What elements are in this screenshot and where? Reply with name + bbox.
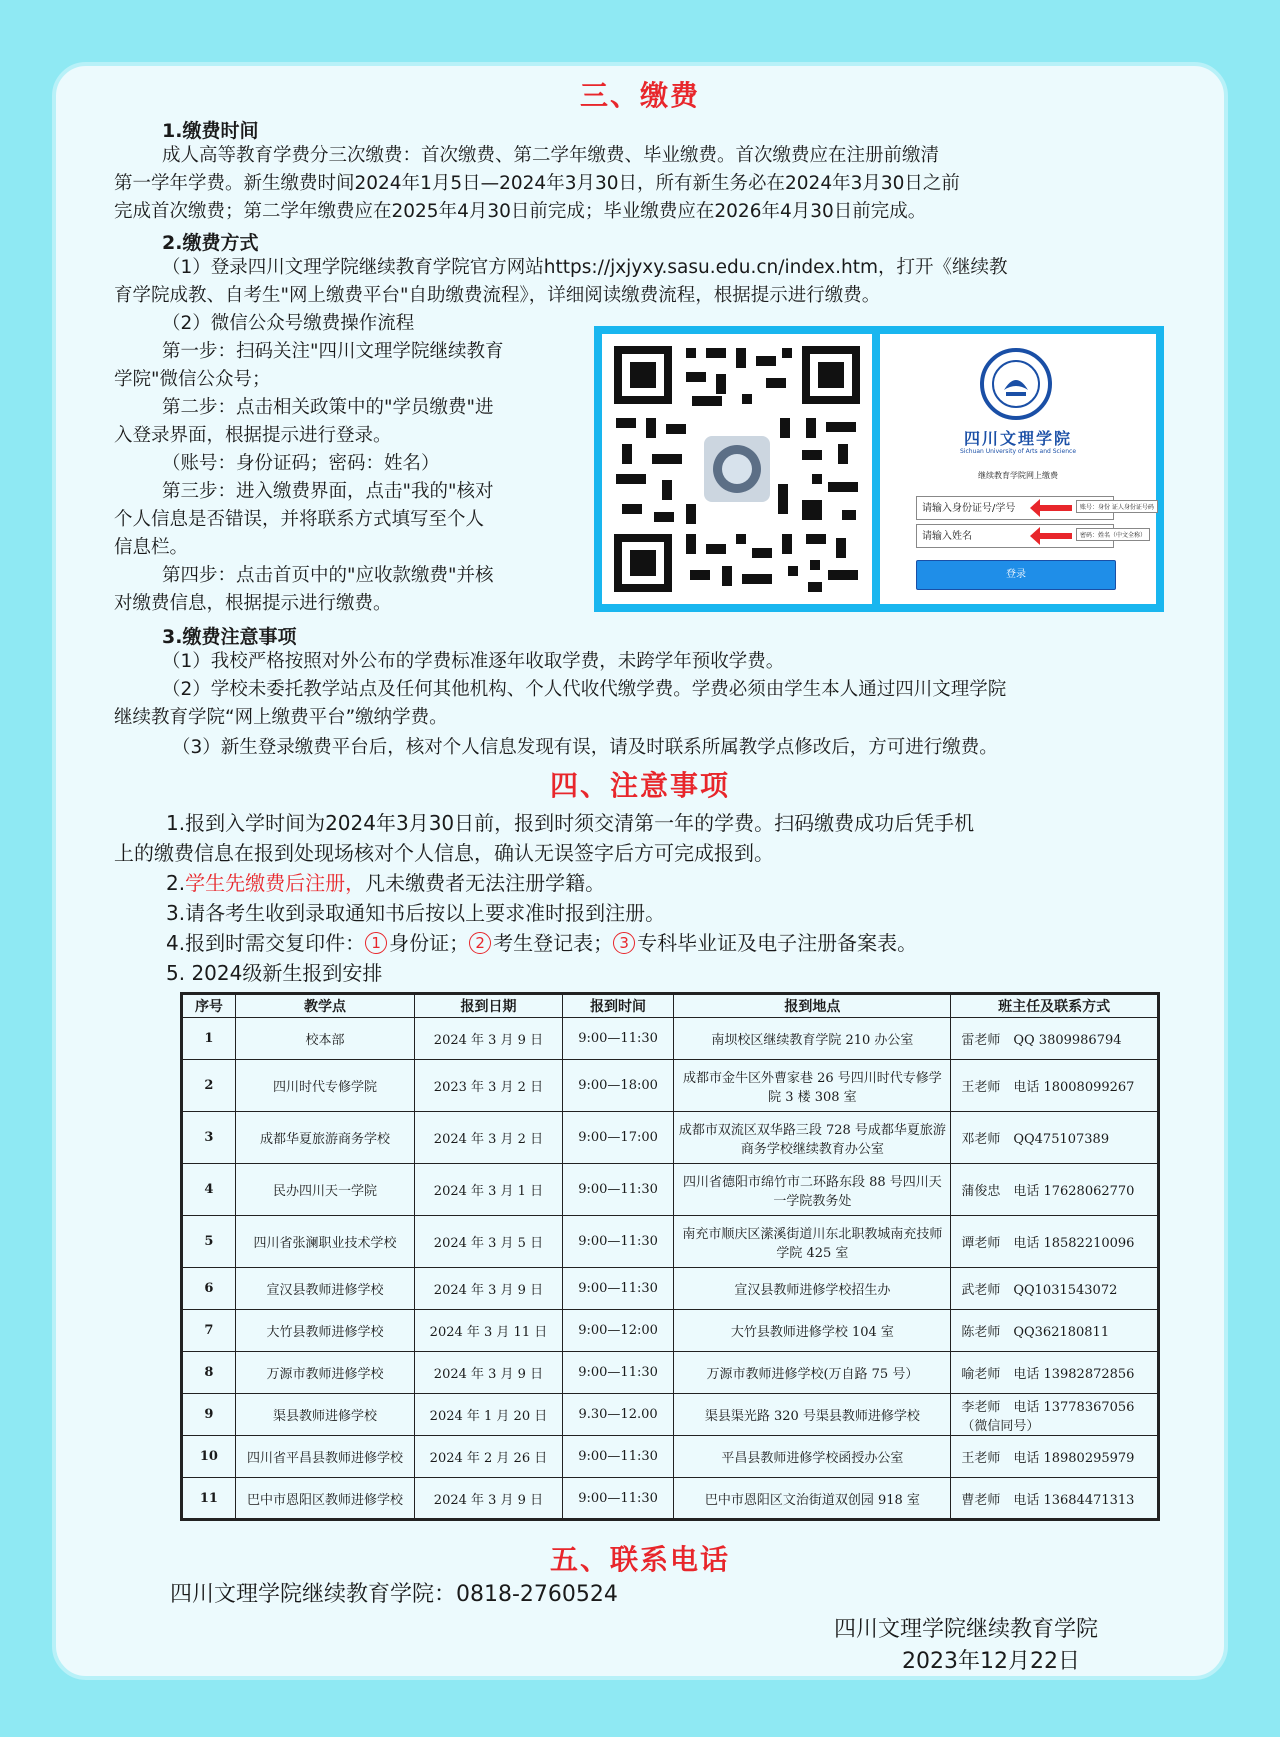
cell-date: 2024 年 3 月 9 日: [415, 1352, 563, 1394]
payment-note-2: （2）学校未委托教学站点及任何其他机构、个人代收代缴学费。学费必须由学生本人通过四川文理学院: [162, 679, 1007, 700]
table-row: [182, 1164, 1159, 1216]
payment-time-heading: 1.缴费时间: [162, 120, 259, 142]
cell-date: 2024 年 2 月 26 日: [415, 1436, 563, 1478]
wechat-line-10: 第四步：点击首页中的"应收款缴费"并核: [162, 565, 494, 586]
cell-date: 2023 年 3 月 2 日: [415, 1060, 563, 1112]
section-4-title: 四、注意事项: [549, 769, 730, 802]
cell-no: 5: [182, 1216, 236, 1268]
cell-no: 10: [182, 1436, 236, 1478]
notice-item-2-highlight: 学生先缴费后注册，: [185, 871, 366, 895]
payment-time-line-2: 第一学年学费。新生缴费时间2024年1月5日—2024年3月30日，所有新生务必在2024年3月30日之前: [114, 173, 960, 194]
wechat-line-8: 个人信息是否错误，并将联系方式填写至个人: [114, 509, 485, 530]
cell-time: 9:00—11:30: [562, 1018, 674, 1060]
notice-item-4-part-2: 考生登记表；: [493, 931, 614, 955]
cell-contact: 谭老师 电话 18582210096: [951, 1216, 1159, 1268]
wechat-line-6: （账号：身份证码；密码：姓名）: [162, 453, 440, 474]
notice-item-1-line-2: 上的缴费信息在报到处现场核对个人信息，确认无误签字后方可完成报到。: [114, 841, 774, 865]
cell-date: 2024 年 3 月 9 日: [415, 1478, 563, 1520]
cell-no: 2: [182, 1060, 236, 1112]
notice-item-4-prefix: 4.报到时需交复印件：: [166, 931, 366, 955]
school-name-en: Sichuan University of Arts and Science: [959, 448, 1077, 455]
cell-no: 1: [182, 1018, 236, 1060]
cell-site: 成都华夏旅游商务学校: [235, 1112, 414, 1164]
signature-date: 2023年12月22日: [902, 1649, 1080, 1674]
payment-note-2-cont: 继续教育学院“网上缴费平台”缴纳学费。: [114, 707, 448, 728]
cell-place: 南坝校区继续教育学院 210 办公室: [674, 1018, 951, 1060]
cell-place: 巴中市恩阳区文治街道双创园 918 室: [674, 1478, 951, 1520]
cell-contact: 雷老师 QQ 3809986794: [951, 1018, 1159, 1060]
notice-item-2-rest: 凡未缴费者无法注册学籍。: [365, 871, 606, 895]
cell-place: 宣汉县教师进修学校招生办: [674, 1268, 951, 1310]
cell-site: 四川时代专修学院: [235, 1060, 414, 1112]
cell-time: 9:00—11:30: [562, 1164, 674, 1216]
cell-site: 四川省张澜职业技术学校: [235, 1216, 414, 1268]
cell-date: 2024 年 3 月 9 日: [415, 1268, 563, 1310]
table-row: [182, 1268, 1159, 1310]
cell-date: 2024 年 3 月 5 日: [415, 1216, 563, 1268]
login-subtitle: 继续教育学院网上缴费: [978, 471, 1058, 480]
registration-schedule-table: [180, 992, 1160, 1521]
arrow-left-icon: [1040, 505, 1072, 511]
cell-site: 渠县教师进修学校: [235, 1394, 414, 1436]
cell-no: 11: [182, 1478, 236, 1520]
cell-no: 6: [182, 1268, 236, 1310]
table-row: [182, 1018, 1159, 1060]
cell-time: 9:00—18:00: [562, 1060, 674, 1112]
wechat-line-11: 对缴费信息，根据提示进行缴费。: [114, 593, 392, 614]
section-5-title: 五、联系电话: [549, 1543, 730, 1576]
cell-date: 2024 年 3 月 9 日: [415, 1018, 563, 1060]
header-place: 报到地点: [674, 994, 951, 1018]
cell-no: 8: [182, 1352, 236, 1394]
payment-note-3: （3）新生登录缴费平台后，核对个人信息发现有误，请及时联系所属教学点修改后，方可进行缴费。: [172, 737, 998, 758]
wechat-line-3: 学院"微信公众号；: [114, 369, 271, 390]
cell-date: 2024 年 1 月 20 日: [415, 1394, 563, 1436]
cell-no: 4: [182, 1164, 236, 1216]
name-input[interactable]: 请输入姓名: [916, 524, 1114, 548]
table-row: [182, 1060, 1159, 1112]
cell-contact: 李老师 电话 13778367056（微信同号）: [951, 1394, 1159, 1436]
circled-number-1: 1: [365, 932, 387, 954]
cell-no: 3: [182, 1112, 236, 1164]
cell-contact: 王老师 电话 18008099267: [951, 1060, 1159, 1112]
cell-time: 9:00—11:30: [562, 1268, 674, 1310]
payment-method-heading: 2.缴费方式: [162, 232, 259, 254]
cell-site: 宣汉县教师进修学校: [235, 1268, 414, 1310]
circled-number-3: 3: [613, 932, 635, 954]
cell-place: 四川省德阳市绵竹市二环路东段 88 号四川天一学院教务处: [674, 1164, 951, 1216]
cell-place: 万源市教师进修学校(万自路 75 号）: [674, 1352, 951, 1394]
name-hint: 密码：姓名（中文全称）: [1076, 528, 1150, 541]
cell-date: 2024 年 3 月 11 日: [415, 1310, 563, 1352]
cell-time: 9:00—11:30: [562, 1352, 674, 1394]
cell-date: 2024 年 3 月 2 日: [415, 1112, 563, 1164]
notice-item-2-prefix: 2.: [166, 871, 186, 895]
cell-place: 大竹县教师进修学校 104 室: [674, 1310, 951, 1352]
cell-contact: 蒲俊忠 电话 17628062770: [951, 1164, 1159, 1216]
notice-item-5: 5. 2024级新生报到安排: [166, 961, 383, 985]
cell-time: 9:00—12:00: [562, 1310, 674, 1352]
cell-no: 7: [182, 1310, 236, 1352]
wechat-line-5: 入登录界面，根据提示进行登录。: [114, 425, 392, 446]
notice-item-3: 3.请各考生收到录取通知书后按以上要求准时报到注册。: [166, 901, 666, 925]
qr-code-icon: [602, 334, 872, 604]
qr-code: [602, 334, 872, 604]
table-row: [182, 1394, 1159, 1436]
cell-place: 成都市金牛区外曹家巷 26 号四川时代专修学院 3 楼 308 室: [674, 1060, 951, 1112]
cell-place: 成都市双流区双华路三段 728 号成都华夏旅游商务学校继续教育办公室: [674, 1112, 951, 1164]
signature-org: 四川文理学院继续教育学院: [834, 1617, 1099, 1642]
header-site: 教学点: [235, 994, 414, 1018]
cell-place: 渠县渠光路 320 号渠县教师进修学校: [674, 1394, 951, 1436]
payment-notes-heading: 3.缴费注意事项: [162, 626, 297, 648]
cell-site: 校本部: [235, 1018, 414, 1060]
header-date: 报到日期: [415, 994, 563, 1018]
cell-time: 9.30—12.00: [562, 1394, 674, 1436]
contact-phone: 四川文理学院继续教育学院：0818-2760524: [170, 1582, 618, 1607]
cell-time: 9:00—11:30: [562, 1436, 674, 1478]
table-row: [182, 1436, 1159, 1478]
notice-item-2: [166, 868, 605, 898]
payment-time-line-1: 成人高等教育学费分三次缴费：首次缴费、第二学年缴费、毕业缴费。首次缴费应在注册前缴清: [162, 145, 940, 166]
cell-time: 9:00—11:30: [562, 1478, 674, 1520]
table-row: [182, 1112, 1159, 1164]
header-no: 序号: [182, 994, 236, 1018]
notice-item-4-part-1: 身份证；: [389, 931, 470, 955]
cell-place: 平昌县教师进修学校函授办公室: [674, 1436, 951, 1478]
header-time: 报到时间: [562, 994, 674, 1018]
cell-no: 9: [182, 1394, 236, 1436]
cell-contact: 曹老师 电话 13684471313: [951, 1478, 1159, 1520]
table-row: [182, 1216, 1159, 1268]
payment-guide-panel: [594, 326, 1164, 612]
cell-site: 巴中市恩阳区教师进修学校: [235, 1478, 414, 1520]
wechat-line-4: 第二步：点击相关政策中的"学员缴费"进: [162, 397, 494, 418]
payment-time-line-3: 完成首次缴费；第二学年缴费应在2025年4月30日前完成；毕业缴费应在2026年4月30日前完成。: [114, 201, 927, 222]
cell-site: 万源市教师进修学校: [235, 1352, 414, 1394]
notice-item-4: [166, 928, 917, 958]
cell-time: 9:00—17:00: [562, 1112, 674, 1164]
table-row: [182, 1310, 1159, 1352]
payment-method-line-1: （1）登录四川文理学院继续教育学院官方网站https://jxjyxy.sasu.edu.cn/index.htm，打开《继续教: [162, 257, 1008, 278]
table-header-row: [182, 994, 1159, 1018]
table-row: [182, 1478, 1159, 1520]
circled-number-2: 2: [469, 932, 491, 954]
arrow-left-icon: [1040, 533, 1072, 539]
login-button[interactable]: 登录: [916, 560, 1116, 590]
payment-method-line-2: 育学院成教、自考生"网上缴费平台"自助缴费流程》，详细阅读缴费流程，根据提示进行缴费。: [114, 285, 881, 306]
cell-contact: 王老师 电话 18980295979: [951, 1436, 1159, 1478]
cell-time: 9:00—11:30: [562, 1216, 674, 1268]
cell-date: 2024 年 3 月 1 日: [415, 1164, 563, 1216]
cell-contact: 邓老师 QQ475107389: [951, 1112, 1159, 1164]
cell-contact: 武老师 QQ1031543072: [951, 1268, 1159, 1310]
notice-item-1-line-1: 1.报到入学时间为2024年3月30日前，报到时须交清第一年的学费。扫码缴费成功后凭手机: [166, 811, 975, 835]
cell-place: 南充市顺庆区潆溪街道川东北职教城南充技师学院 425 室: [674, 1216, 951, 1268]
cell-contact: 喻老师 电话 13982872856: [951, 1352, 1159, 1394]
section-3-title: 三、缴费: [579, 79, 700, 112]
wechat-line-1: （2）微信公众号缴费操作流程: [162, 313, 415, 334]
wechat-line-9: 信息栏。: [114, 537, 189, 558]
id-number-input[interactable]: 请输入身份证号/学号: [916, 496, 1114, 520]
cell-site: 大竹县教师进修学校: [235, 1310, 414, 1352]
header-contact: 班主任及联系方式: [951, 994, 1159, 1018]
wechat-line-7: 第三步：进入缴费界面，点击"我的"核对: [162, 481, 494, 502]
notice-item-4-part-3: 专科毕业证及电子注册备案表。: [637, 931, 918, 955]
id-hint: 账号：身份 证人身份证号码: [1076, 500, 1158, 513]
cell-site: 四川省平昌县教师进修学校: [235, 1436, 414, 1478]
payment-note-1: （1）我校严格按照对外公布的学费标准逐年收取学费，未跨学年预收学费。: [162, 651, 785, 672]
school-name: 四川文理学院: [963, 429, 1072, 448]
school-seal-icon: [980, 348, 1052, 420]
cell-site: 民办四川天一学院: [235, 1164, 414, 1216]
table-row: [182, 1352, 1159, 1394]
login-screenshot: [880, 334, 1156, 604]
wechat-line-2: 第一步：扫码关注"四川文理学院继续教育: [162, 341, 504, 362]
cell-contact: 陈老师 QQ362180811: [951, 1310, 1159, 1352]
